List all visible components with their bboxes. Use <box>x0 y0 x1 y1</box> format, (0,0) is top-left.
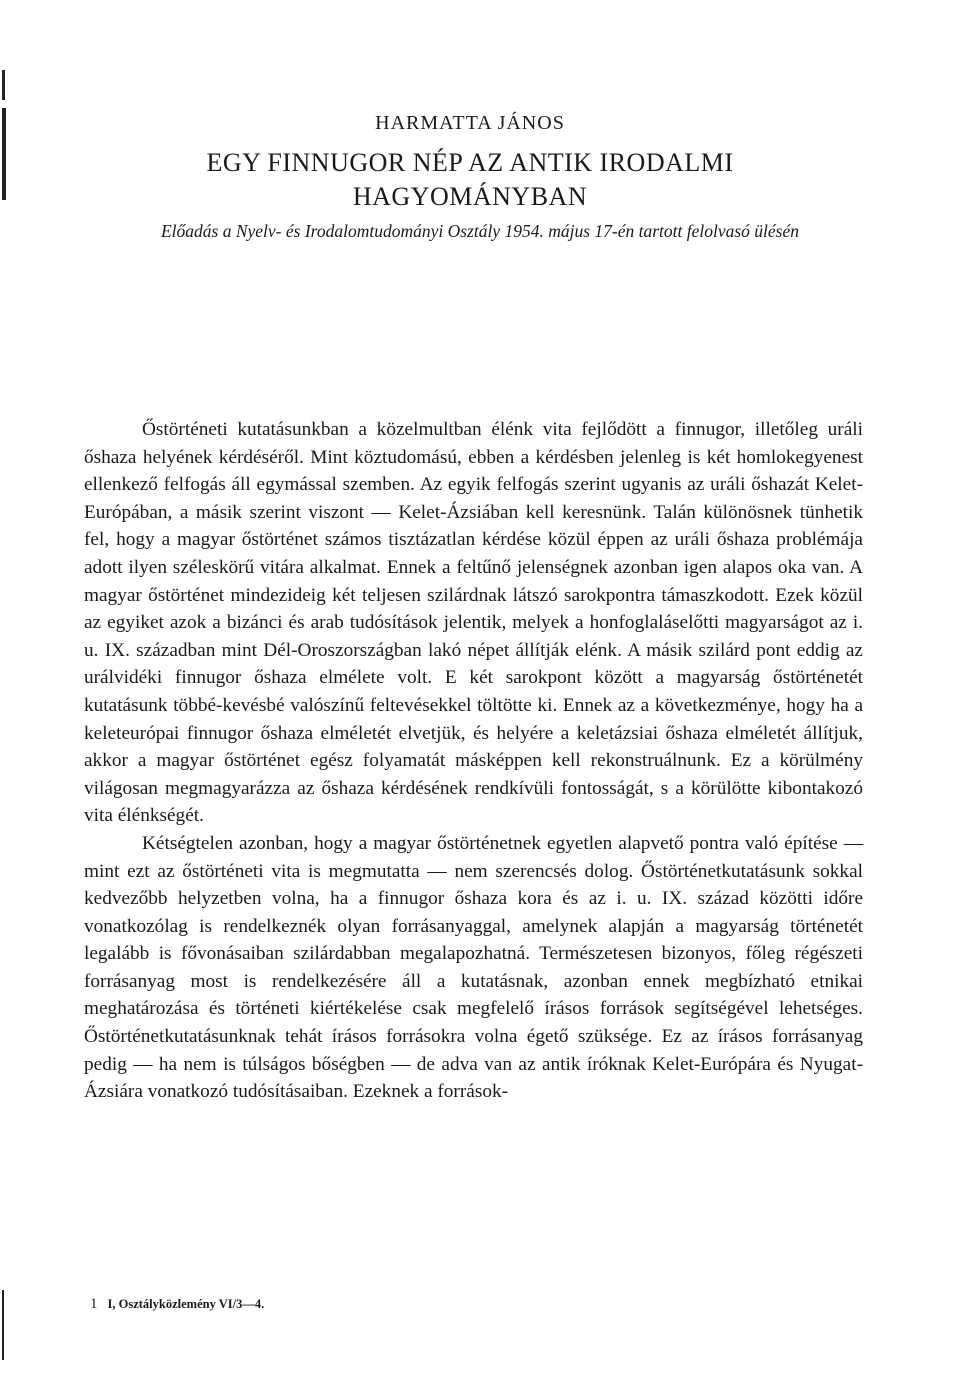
article-body <box>84 416 863 1106</box>
footnote <box>90 1296 264 1313</box>
body-paragraph-1: Őstörténeti kutatásunkban a közelmultban élénk vita fejlődött a finnugor, illetőleg uráli őshaza helyének kérdéséről. Mint köztudomású, ebben a kérdésben jelenleg is két homlokegyenest ellenkező felfogás áll egymással szemben. Az egyik felfogás szerint ugyanis az uráli őshazát Kelet-Európában, a másik szerint viszont — Kelet-Ázsiában kell keresnünk. Talán különösnek tünhetik fel, hogy a magyar őstörténet számos tisztázatlan kérdése közül éppen az uráli őshaza problémája adott ilyen széleskörű vitára alkalmat. Ennek a feltűnő jelenségnek azonban igen alapos oka van. A magyar őstörténet mindezideig két teljesen szilárdnak látszó sarokpontra támaszkodott. Ezek közül az egyiket azok a bizánci és arab tudósítások jelentik, melyek a honfoglaláselőtti magyarságot az i. u. IX. században mint Dél-Oroszországban lakó népet állítják elénk. A másik szilárd pont eddig az urálvidéki finnugor őshaza elmélete volt. E két sarokpont között a magyarság őstörténetét kutatásunk többé-kevésbé valószínű feltevésekkel töltötte ki. Ennek az a következménye, hogy ha a keleteurópai finnugor őshaza elméletét elvetjük, és helyére a keletázsiai őshaza elméletét állítjuk, akkor a magyar őstörténet egész folyamatát másképpen kell rekonstruálnunk. Ez a körülmény világosan megmagyarázza az őshaza kérdésének rendkívüli fontosságát, s a körülötte kibontakozó vita élénkségét. <box>84 419 863 827</box>
scan-edge-mark <box>2 1290 4 1360</box>
article-title-line2: HAGYOMÁNYBAN <box>352 182 588 211</box>
article-title-line1: EGY FINNUGOR NÉP AZ ANTIK IRODALMI <box>206 148 734 177</box>
footnote-number: 1 <box>90 1296 98 1312</box>
lecture-subtitle: Előadás a Nyelv- és Irodalomtudományi Osztály 1954. május 17-én tartott felolvasó ülésén <box>160 221 800 241</box>
article-title <box>0 146 940 214</box>
author-name: HARMATTA JÁNOS <box>375 112 565 134</box>
scan-edge-mark <box>2 70 5 100</box>
footnote-text: I, Osztályközlemény VI/3—4. <box>107 1297 265 1311</box>
body-paragraph-2: Kétségtelen azonban, hogy a magyar őstörténetnek egyetlen alapvető pontra való építése — mint ezt az őstörténeti vita is megmutatta — nem szerencsés dolog. Őstörténetkutatásunk sokkal kedvezőbb helyzetben volna, ha a finnugor őshaza kora és az i. u. IX. század közötti időre vonatkozólag is rendelkeznék olyan forrásanyaggal, amelynek alapján a magyarság történetét legalább is fővonásaiban szilárdabban megalapozhatná. Természetesen bizonyos, főleg régészeti forrásanyag most is rendelkezésére áll a kutatásnak, azonban ennek megbízható etnikai meghatározása és történeti kiértékelése csak megfelelő írásos források segítségével lehetséges. Őstörténetkutatásunknak tehát írásos forrásokra volna égető szüksége. Ez az írásos forrásanyag pedig — ha nem is túlságos bőségben — de adva van az antik íróknak Kelet-Európára és Nyugat-Ázsiára vonatkozó tudósításaiban. Ezeknek a források- <box>84 832 863 1103</box>
